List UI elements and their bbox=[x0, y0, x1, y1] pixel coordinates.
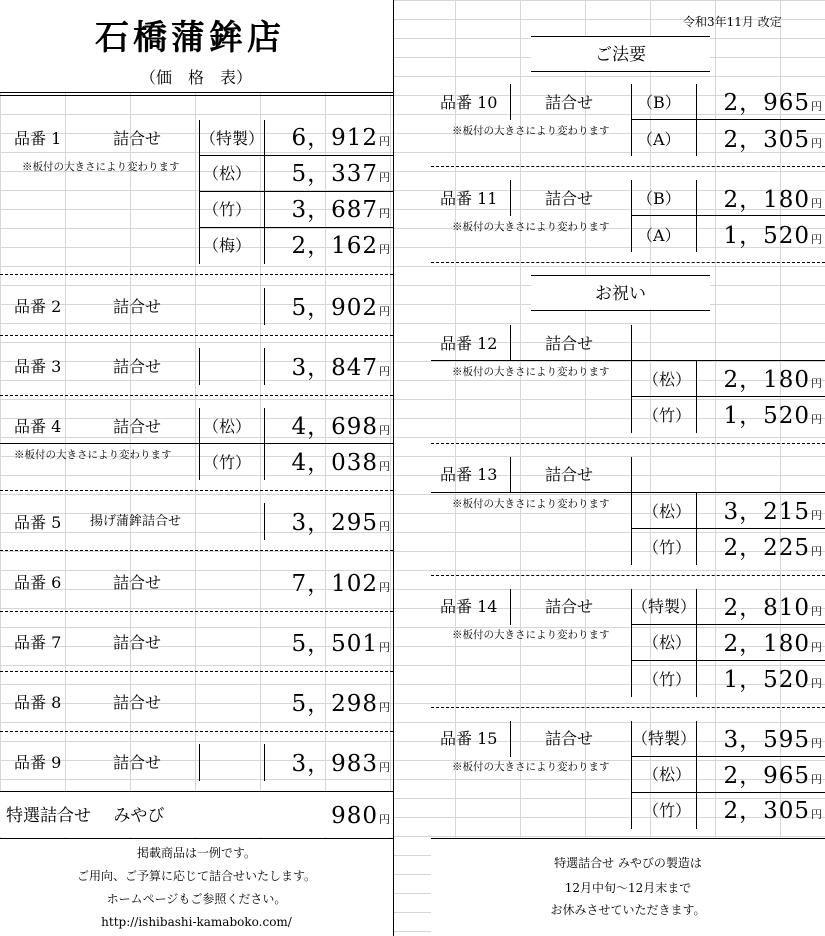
grade-label: （A） bbox=[637, 130, 681, 149]
price: 2，162円 bbox=[291, 233, 390, 259]
footer-line: お休みさせていただきます。 bbox=[550, 903, 706, 917]
item-number: 品番 4 bbox=[14, 417, 62, 436]
price: 2，180円 bbox=[723, 631, 822, 657]
item-name: 詰合せ bbox=[113, 693, 162, 712]
size-note: ※板付の大きさにより変わります bbox=[14, 449, 172, 461]
grade-label: （B） bbox=[637, 93, 681, 112]
item-number: 品番 11 bbox=[440, 189, 498, 208]
price-list-subtitle: （価 格 表） bbox=[140, 68, 253, 87]
price: 2，965円 bbox=[723, 763, 822, 789]
item-number: 品番 10 bbox=[440, 93, 498, 112]
item-name: 詰合せ bbox=[545, 597, 594, 616]
footer-line: ご用向、ご予算に応じて詰合せいたします。 bbox=[76, 869, 317, 883]
size-note: ※板付の大きさにより変わります bbox=[452, 221, 610, 233]
grade-label: （竹） bbox=[643, 801, 692, 820]
grade-label: （松） bbox=[643, 633, 692, 652]
price: 2，965円 bbox=[723, 90, 822, 116]
size-note: ※板付の大きさにより変わります bbox=[452, 498, 610, 510]
grade-label: （松） bbox=[643, 502, 692, 521]
item-number: 品番 13 bbox=[440, 465, 498, 484]
size-note: ※板付の大きさにより変わります bbox=[452, 125, 610, 137]
size-note: ※板付の大きさにより変わります bbox=[452, 761, 610, 773]
price: 2，225円 bbox=[723, 535, 822, 561]
grade-label: （A） bbox=[637, 226, 681, 245]
item-number: 品番 3 bbox=[14, 357, 62, 376]
item-number: 品番 2 bbox=[14, 297, 62, 316]
price: 6，912円 bbox=[291, 125, 390, 151]
price: 2，305円 bbox=[723, 127, 822, 153]
price: 1，520円 bbox=[723, 667, 822, 693]
price: 980円 bbox=[331, 803, 390, 829]
website-link[interactable]: http://ishibashi-kamaboko.com/ bbox=[101, 915, 292, 929]
price: 3，595円 bbox=[723, 727, 822, 753]
item-name: 詰合せ bbox=[545, 93, 594, 112]
footer-line: 掲載商品は一例です。 bbox=[136, 846, 257, 860]
grade-label: （松） bbox=[643, 370, 692, 389]
revision-date: 令和3年11月 改定 bbox=[683, 15, 782, 29]
size-note: ※板付の大きさにより変わります bbox=[452, 629, 610, 641]
grade-label: （竹） bbox=[203, 453, 252, 472]
item-name: 詰合せ bbox=[545, 334, 594, 353]
price: 1，520円 bbox=[723, 403, 822, 429]
item-number: 品番 8 bbox=[14, 693, 62, 712]
price: 5，298円 bbox=[291, 691, 390, 717]
grade-label: （松） bbox=[203, 164, 252, 183]
item-name: 詰合せ bbox=[113, 417, 162, 436]
grade-label: （竹） bbox=[643, 670, 692, 689]
item-name: 詰合せ bbox=[545, 189, 594, 208]
price: 1，520円 bbox=[723, 223, 822, 249]
section-title-hoyo: ご法要 bbox=[595, 45, 646, 65]
shop-name: 石橋蒲鉾店 bbox=[95, 18, 285, 58]
item-name: 揚げ蒲鉾詰合せ bbox=[90, 514, 182, 529]
size-note: ※板付の大きさにより変わります bbox=[22, 161, 180, 173]
item-name: 詰合せ bbox=[545, 465, 594, 484]
grade-label: （竹） bbox=[643, 538, 692, 557]
item-number: 品番 7 bbox=[14, 633, 62, 652]
price: 7，102円 bbox=[291, 571, 390, 597]
item-number: 品番 1 bbox=[14, 129, 62, 148]
grade-label: （特製） bbox=[632, 729, 697, 748]
item-number: 品番 14 bbox=[440, 597, 498, 616]
item-name: 詰合せ bbox=[113, 297, 162, 316]
price: 2，180円 bbox=[723, 367, 822, 393]
footer-line: ホームページもご参照ください。 bbox=[106, 892, 287, 906]
price: 3，687円 bbox=[291, 197, 390, 223]
price: 5，337円 bbox=[291, 161, 390, 187]
item-name: 詰合せ bbox=[113, 753, 162, 772]
grade-label: （松） bbox=[203, 417, 252, 436]
section-title-oiwai: お祝い bbox=[595, 284, 646, 304]
price: 2，180円 bbox=[723, 187, 822, 213]
grade-label: （特製） bbox=[632, 597, 697, 616]
grade-label: （梅） bbox=[203, 236, 252, 255]
footer-line: 特選詰合せ みやびの製造は bbox=[554, 856, 702, 870]
item-name: 詰合せ bbox=[113, 633, 162, 652]
price: 2，810円 bbox=[723, 595, 822, 621]
price: 3，295円 bbox=[291, 510, 390, 536]
item-number: 品番 15 bbox=[440, 729, 498, 748]
item-name: 詰合せ bbox=[113, 129, 162, 148]
item-number: 品番 6 bbox=[14, 573, 62, 592]
price: 4，038円 bbox=[291, 450, 390, 476]
grade-label: （竹） bbox=[643, 406, 692, 425]
item-name: 特選詰合せ みやび bbox=[6, 806, 165, 826]
item-name: 詰合せ bbox=[113, 573, 162, 592]
price: 2，305円 bbox=[723, 798, 822, 824]
price: 5，501円 bbox=[291, 631, 390, 657]
price: 5，902円 bbox=[291, 295, 390, 321]
item-number: 品番 12 bbox=[440, 334, 498, 353]
item-name: 詰合せ bbox=[113, 357, 162, 376]
item-name: 詰合せ bbox=[545, 729, 594, 748]
price: 3，215円 bbox=[723, 499, 822, 525]
footer-line: 12月中旬～12月末まで bbox=[564, 881, 692, 895]
item-number: 品番 9 bbox=[14, 753, 62, 772]
price: 4，698円 bbox=[291, 414, 390, 440]
price: 3，983円 bbox=[291, 751, 390, 777]
grade-label: （特製） bbox=[200, 129, 265, 148]
grade-label: （B） bbox=[637, 189, 681, 208]
item-number: 品番 5 bbox=[14, 513, 62, 532]
size-note: ※板付の大きさにより変わります bbox=[452, 366, 610, 378]
price: 3，847円 bbox=[291, 355, 390, 381]
grade-label: （竹） bbox=[203, 200, 252, 219]
grade-label: （松） bbox=[643, 765, 692, 784]
